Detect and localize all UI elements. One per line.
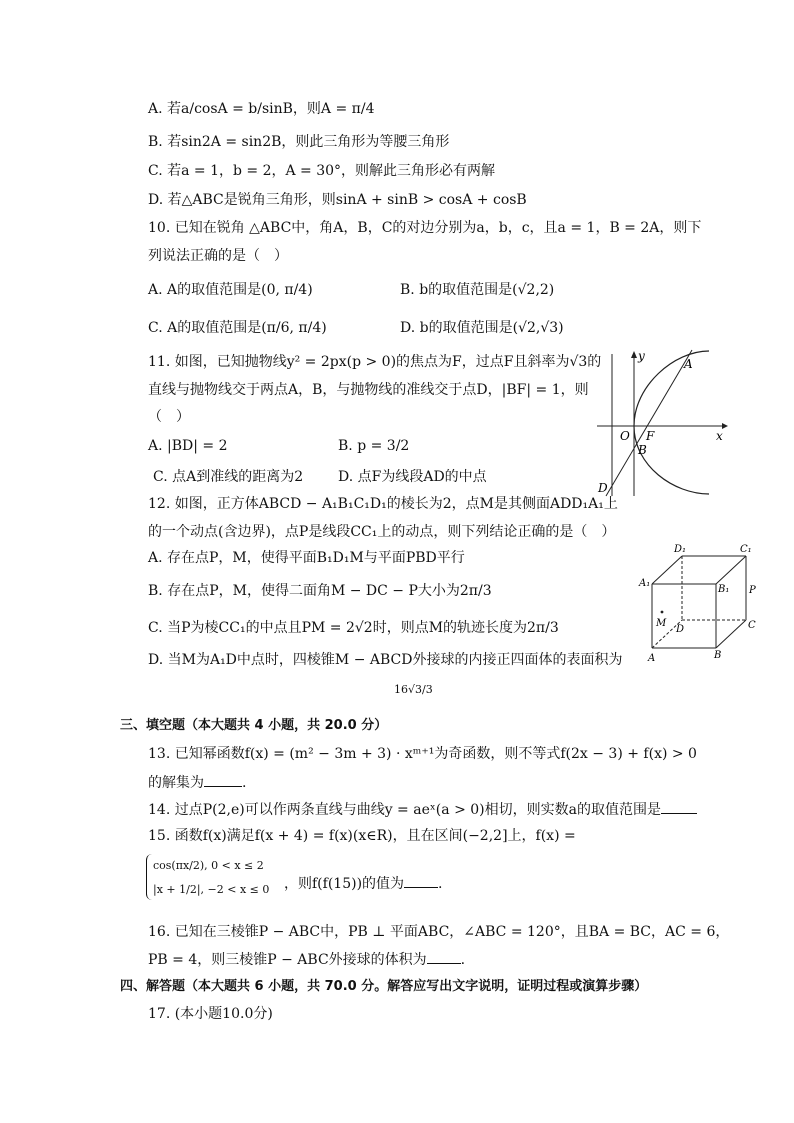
- fig12-label-a: A: [648, 653, 656, 664]
- parabola-figure: [594, 346, 730, 498]
- q16-period: .: [460, 952, 466, 968]
- q15-case1: cos(πx/2), 0 < x ≤ 2: [153, 859, 264, 872]
- fig11-label-f: F: [646, 429, 655, 443]
- q11-option-a: A. |BD| = 2: [148, 438, 228, 454]
- fig12-label-d1: D₁: [674, 544, 687, 555]
- fig11-label-a: A: [684, 357, 693, 371]
- q10-option-d: D. b的取值范围是(√2,√3): [400, 320, 564, 336]
- q12-option-a: A. 存在点P，M，使得平面B₁D₁M与平面PBD平行: [148, 550, 465, 566]
- q16-line1: 16. 已知在三棱锥P − ABC中，PB ⊥ 平面ABC，∠ABC = 120°，且BA = BC，AC = 6，: [148, 924, 730, 940]
- q13-answer-blank[interactable]: [204, 772, 242, 787]
- q13-period: .: [242, 775, 247, 791]
- q15-line1: 15. 函数f(x)满足f(x + 4) = f(x)(x∈R)，且在区间(−2,2]上，f(x) =: [148, 828, 576, 844]
- q15-tail: [284, 873, 442, 894]
- q15-case2: |x + 1/2|, −2 < x ≤ 0: [153, 883, 270, 896]
- q9-option-d: D. 若△ABC是锐角三角形，则sinA + sinB > cosA + cosB: [148, 192, 527, 208]
- fig12-label-c: C: [748, 620, 756, 631]
- q11-stem-line3: （ ）: [148, 409, 190, 425]
- q14-line: [148, 799, 697, 820]
- fig11-label-b: B: [638, 443, 647, 457]
- q11-option-b: B. p = 3/2: [338, 438, 410, 454]
- section3-title: 三、填空题（本大题共 4 小题，共 20.0 分）: [120, 718, 388, 733]
- q12-option-b: B. 存在点P，M，使得二面角M − DC − P大小为2π/3: [148, 583, 492, 599]
- q14-text: 14. 过点P(2,e)可以作两条直线与曲线y = aeˣ(a > 0)相切，则实数a的取值范围是: [148, 802, 661, 818]
- q16-answer-blank[interactable]: [427, 949, 461, 964]
- q10-stem-line2: 列说法正确的是（ ）: [148, 248, 288, 264]
- q11-option-c: C. 点A到准线的距离为2: [153, 469, 304, 485]
- q9-option-a: A. 若a/cosA = b/sinB，则A = π/4: [148, 101, 375, 117]
- q17-heading: 17. (本小题10.0分): [148, 1006, 273, 1022]
- fig12-label-m: M: [656, 618, 667, 629]
- fig12-label-c1: C₁: [740, 544, 752, 555]
- q13-line2: [148, 772, 246, 793]
- q16-text: PB = 4，则三棱锥P − ABC外接球的体积为: [148, 952, 427, 968]
- q16-line2: [148, 949, 465, 970]
- fig11-label-o: O: [620, 429, 630, 443]
- q12-option-d-value: 16√3/3: [394, 683, 433, 696]
- q12-stem-line1: 12. 如图，正方体ABCD − A₁B₁C₁D₁的棱长为2，点M是其侧面ADD₁A₁上: [148, 496, 618, 512]
- q11-stem-line2: 直线与抛物线交于两点A，B，与抛物线的准线交于点D，|BF| = 1，则: [148, 382, 589, 398]
- q12-stem-line2: 的一个动点(含边界)，点P是线段CC₁上的动点，则下列结论正确的是（ ）: [148, 524, 616, 540]
- fig12-label-d: D: [676, 624, 685, 635]
- fig12-label-a1: A₁: [639, 578, 651, 589]
- q10-option-c: C. A的取值范围是(π/6, π/4): [148, 320, 327, 336]
- fig12-label-p: P: [749, 585, 756, 596]
- fig11-label-y: y: [638, 349, 645, 363]
- q10-option-a: A. A的取值范围是(0, π/4): [148, 282, 313, 298]
- fig11-label-d: D: [598, 481, 608, 495]
- q12-option-c: C. 当P为棱CC₁的中点且PM = 2√2时，则点M的轨迹长度为2π/3: [148, 620, 559, 636]
- q10-stem-line1: 10. 已知在锐角 △ABC中，角A，B，C的对边分别为a，b，c，且a = 1，B = 2A，则下: [148, 220, 702, 236]
- section4-title: 四、解答题（本大题共 6 小题，共 70.0 分。解答应写出文字说明，证明过程或演算步骤）: [120, 979, 648, 994]
- q10-option-b: B. b的取值范围是(√2,2): [400, 282, 555, 298]
- q15-period: .: [438, 876, 443, 892]
- q11-option-d: D. 点F为线段AD的中点: [338, 469, 487, 485]
- q15-tail-text: ，则f(f(15))的值为: [284, 876, 405, 892]
- q9-option-c: C. 若a = 1，b = 2，A = 30°，则解此三角形必有两解: [148, 163, 496, 179]
- q14-answer-blank[interactable]: [661, 799, 697, 814]
- fig11-label-x: x: [716, 429, 723, 443]
- q15-answer-blank[interactable]: [404, 873, 438, 888]
- fig12-label-b: B: [714, 650, 722, 661]
- q9-option-b: B. 若sin2A = sin2B，则此三角形为等腰三角形: [148, 134, 450, 150]
- q13-text: 的解集为: [148, 775, 204, 791]
- fig12-label-b1: B₁: [718, 584, 730, 595]
- cube-figure: [638, 540, 764, 666]
- q15-piecewise-brace: [146, 854, 153, 900]
- q11-stem-line1: 11. 如图，已知抛物线y² = 2px(p > 0)的焦点为F，过点F且斜率为√3的: [148, 354, 602, 370]
- q13-line1: 13. 已知幂函数f(x) = (m² − 3m + 3) · xᵐ⁺¹为奇函数，则不等式f(2x − 3) + f(x) > 0: [148, 746, 697, 762]
- q12-option-d: D. 当M为A₁D中点时，四棱锥M − ABCD外接球的内接正四面体的表面积为: [148, 652, 623, 668]
